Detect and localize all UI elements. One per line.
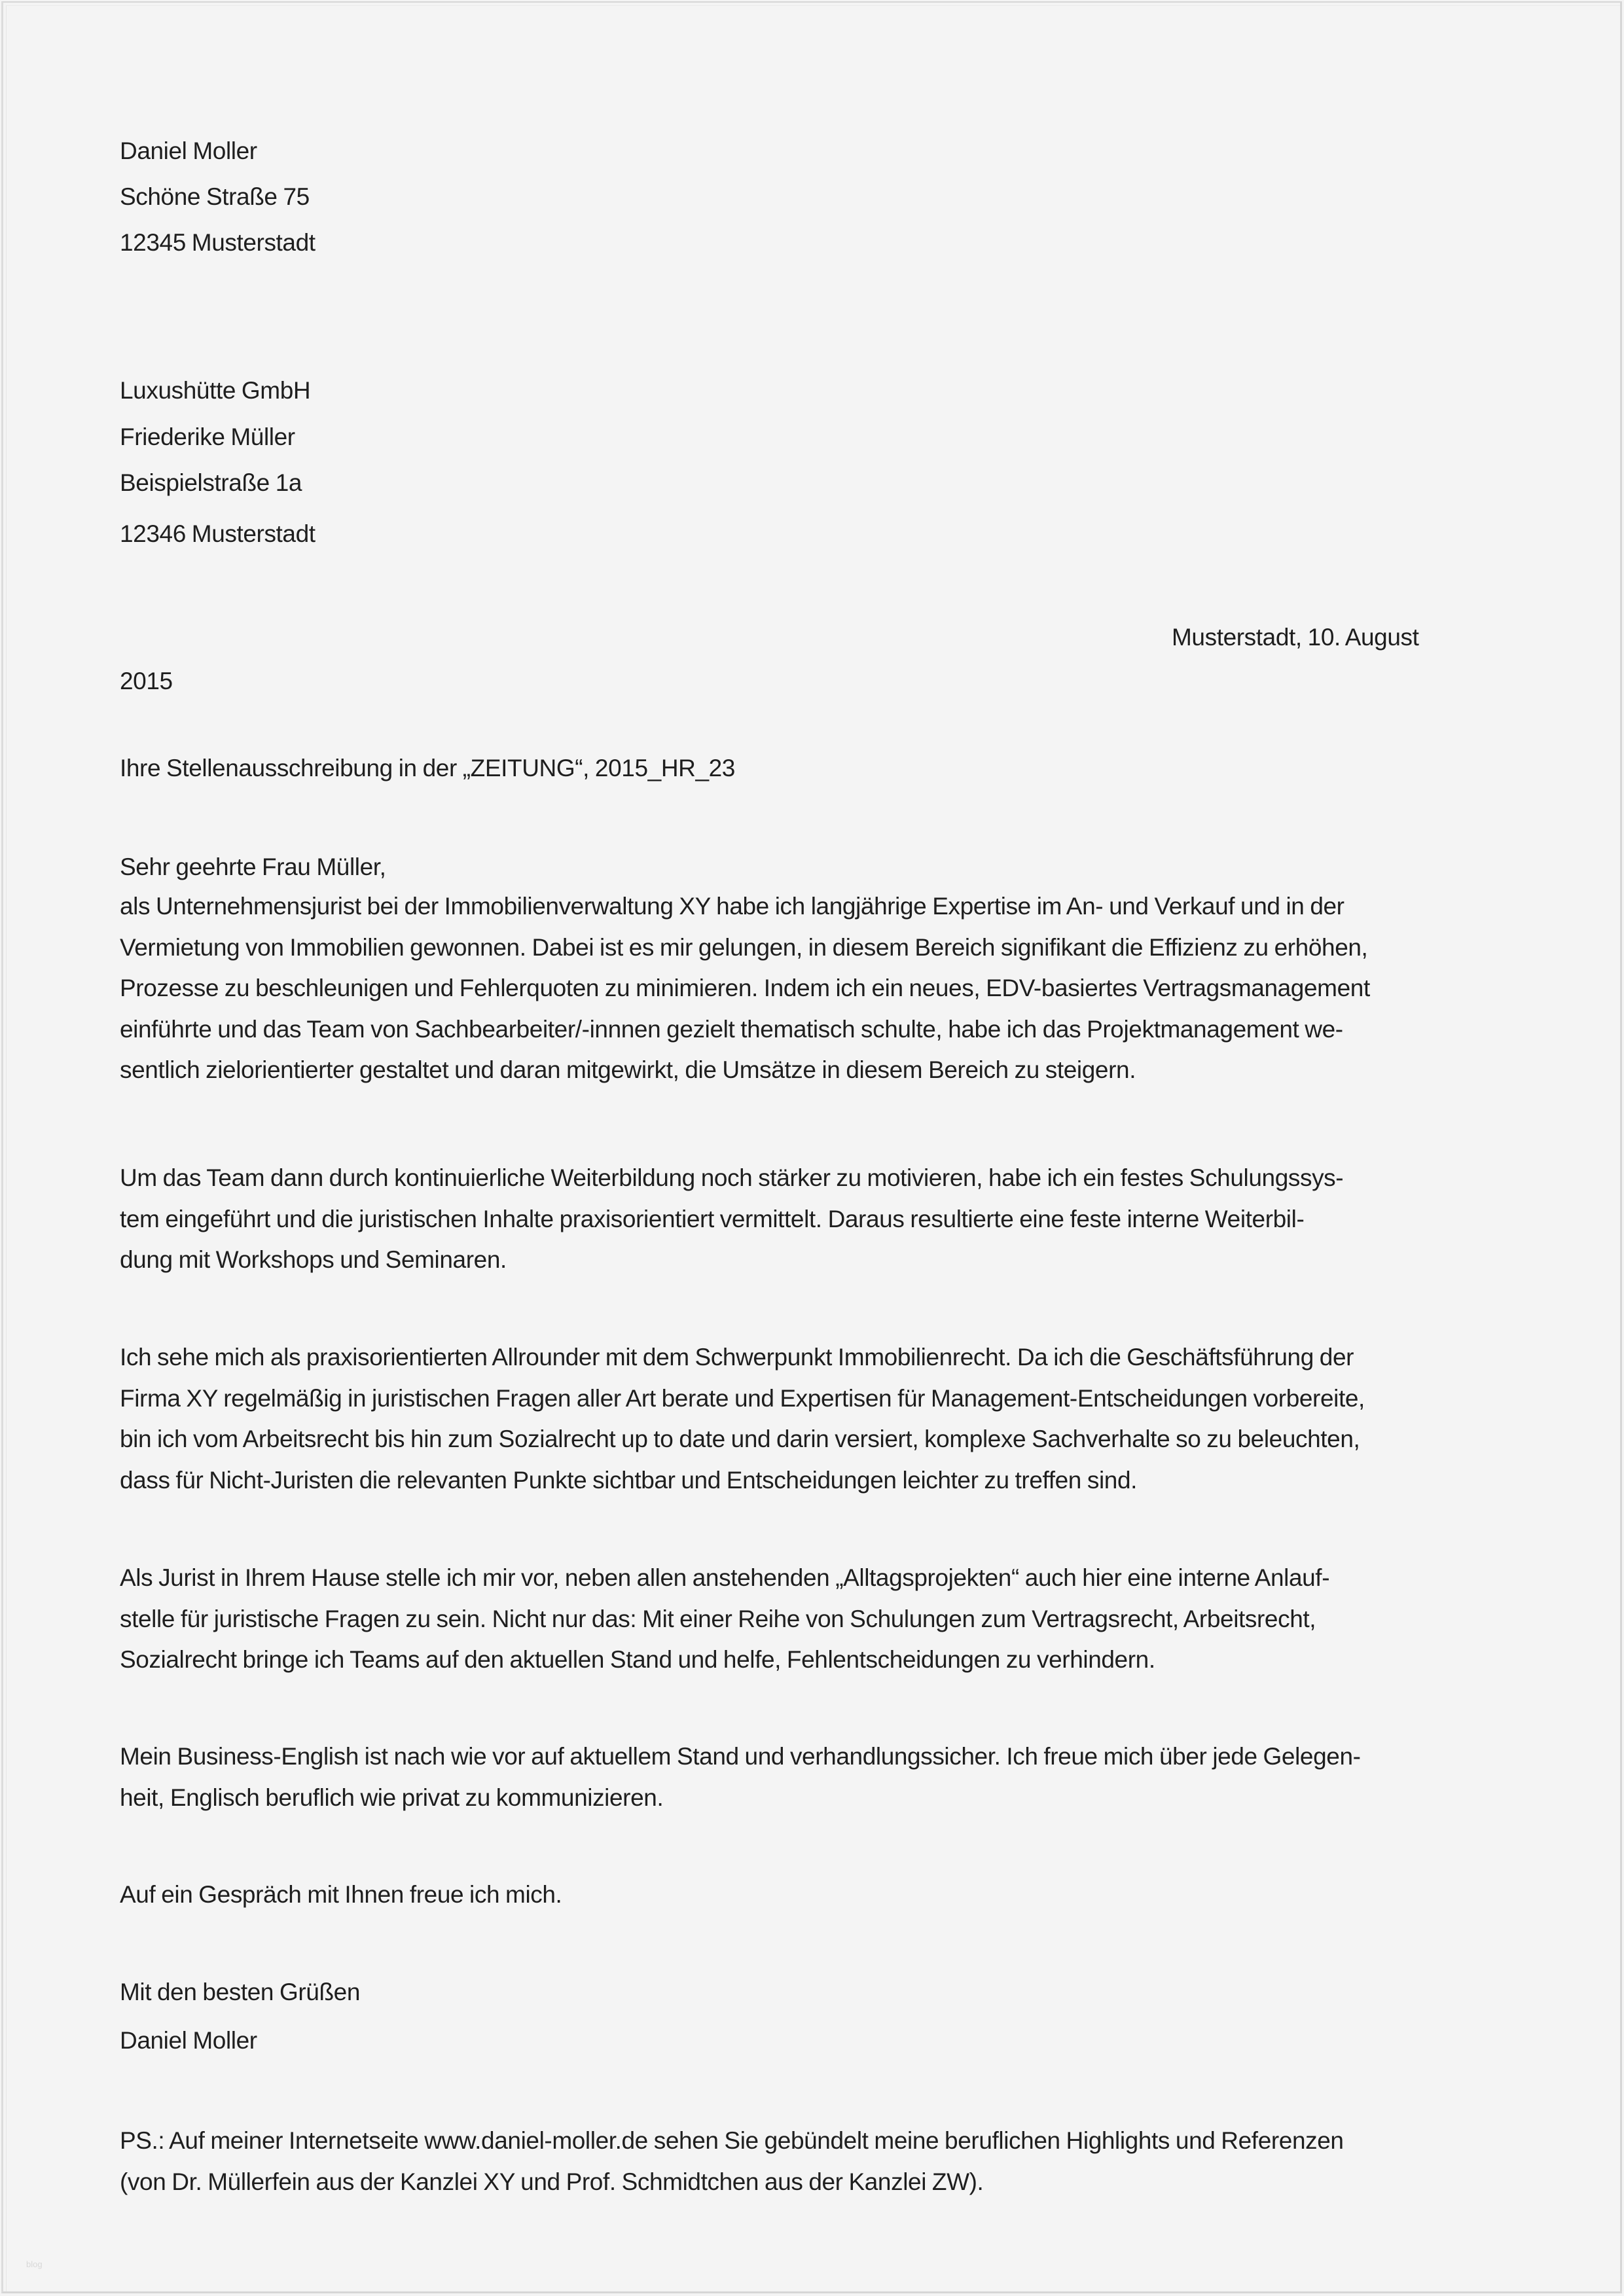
paragraph-line: heit, Englisch beruflich wie privat zu kommunizieren. (120, 1784, 664, 1811)
paragraph-line: bin ich vom Arbeitsrecht bis hin zum Sozialrecht up to date und darin versiert, komplexe Sachverhalte so zu beleuchten, (120, 1426, 1360, 1452)
date-place: Musterstadt, 10. August (1172, 624, 1419, 651)
sender-street: Schöne Straße 75 (120, 183, 310, 210)
postscript (120, 2121, 1534, 2202)
body-paragraph-2 (120, 1158, 1534, 1281)
sender-city: 12345 Musterstadt (120, 229, 316, 256)
paragraph-line: Sozialrecht bringe ich Teams auf den aktuellen Stand und helfe, Fehlentscheidungen zu verhindern. (120, 1646, 1155, 1673)
postscript-line: PS.: Auf meiner Internetseite www.daniel-moller.de sehen Sie gebündelt meine beruflichen Highlights und Referenzen (120, 2127, 1344, 2154)
paragraph-line: Vermietung von Immobilien gewonnen. Dabei ist es mir gelungen, in diesem Bereich signifikant die Effizienz zu erhöhen, (120, 933, 1368, 961)
body-paragraph-4 (120, 1558, 1534, 1681)
paragraph-line: dass für Nicht-Juristen die relevanten Punkte sichtbar und Entscheidungen leichter zu treffen sind. (120, 1466, 1138, 1494)
paragraph-line: einführte und das Team von Sachbearbeiter/-innnen gezielt thematisch schulte, habe ich das Projektmanagement we- (120, 1015, 1343, 1043)
recipient-city: 12346 Musterstadt (120, 520, 316, 547)
body-paragraph-5 (120, 1736, 1534, 1818)
paragraph-line: Ich sehe mich als praxisorientierten Allrounder mit dem Schwerpunkt Immobilienrecht. Da ich die Geschäftsführung der (120, 1344, 1354, 1371)
postscript-line: (von Dr. Müllerfein aus der Kanzlei XY und Prof. Schmidtchen aus der Kanzlei ZW). (120, 2168, 984, 2195)
paragraph-line: als Unternehmensjurist bei der Immobilienverwaltung XY habe ich langjährige Expertise im An- und Verkauf und in der (120, 893, 1344, 920)
signature-name: Daniel Moller (120, 2027, 257, 2054)
paragraph-line: Firma XY regelmäßig in juristischen Fragen aller Art berate und Expertisen für Management-Entscheidungen vorbereite, (120, 1384, 1365, 1412)
recipient-street: Beispielstraße 1a (120, 469, 302, 496)
body-paragraph-3 (120, 1337, 1534, 1501)
paragraph-line: Um das Team dann durch kontinuierliche Weiterbildung noch stärker zu motivieren, habe ich ein festes Schulungssys- (120, 1164, 1344, 1191)
paragraph-line: Als Jurist in Ihrem Hause stelle ich mir vor, neben allen anstehenden „Alltagsprojekten“ auch hier eine interne Anlauf- (120, 1564, 1330, 1591)
paragraph-line: tem eingeführt und die juristischen Inhalte praxisorientiert vermittelt. Daraus resultierte eine feste interne Weiterbil- (120, 1205, 1305, 1232)
paragraph-line: sentlich zielorientierter gestaltet und daran mitgewirkt, die Umsätze in diesem Bereich zu steigern. (120, 1056, 1136, 1083)
closing-sentence: Auf ein Gespräch mit Ihnen freue ich mich. (120, 1881, 562, 1908)
recipient-company: Luxushütte GmbH (120, 377, 311, 404)
paragraph-line: stelle für juristische Fragen zu sein. Nicht nur das: Mit einer Reihe von Schulungen zum Vertragsrecht, Arbeitsrecht, (120, 1605, 1316, 1632)
paragraph-line: dung mit Workshops und Seminaren. (120, 1246, 507, 1273)
sender-name: Daniel Moller (120, 137, 257, 164)
paragraph-line: Mein Business-English ist nach wie vor auf aktuellem Stand und verhandlungssicher. Ich freue mich über jede Gelegen- (120, 1743, 1361, 1770)
body-paragraph-1 (120, 886, 1534, 1091)
salutation: Sehr geehrte Frau Müller, (120, 853, 386, 880)
watermark: blog (26, 2259, 43, 2269)
page-border (1, 1, 1622, 2293)
closing-greeting: Mit den besten Grüßen (120, 1979, 361, 2005)
paragraph-line: Prozesse zu beschleunigen und Fehlerquoten zu minimieren. Indem ich ein neues, EDV-basiertes Vertragsmanagement (120, 975, 1370, 1001)
recipient-contact: Friederike Müller (120, 423, 295, 450)
date-year: 2015 (120, 668, 173, 694)
subject-line: Ihre Stellenausschreibung in der „ZEITUNG“, 2015_HR_23 (120, 755, 735, 781)
